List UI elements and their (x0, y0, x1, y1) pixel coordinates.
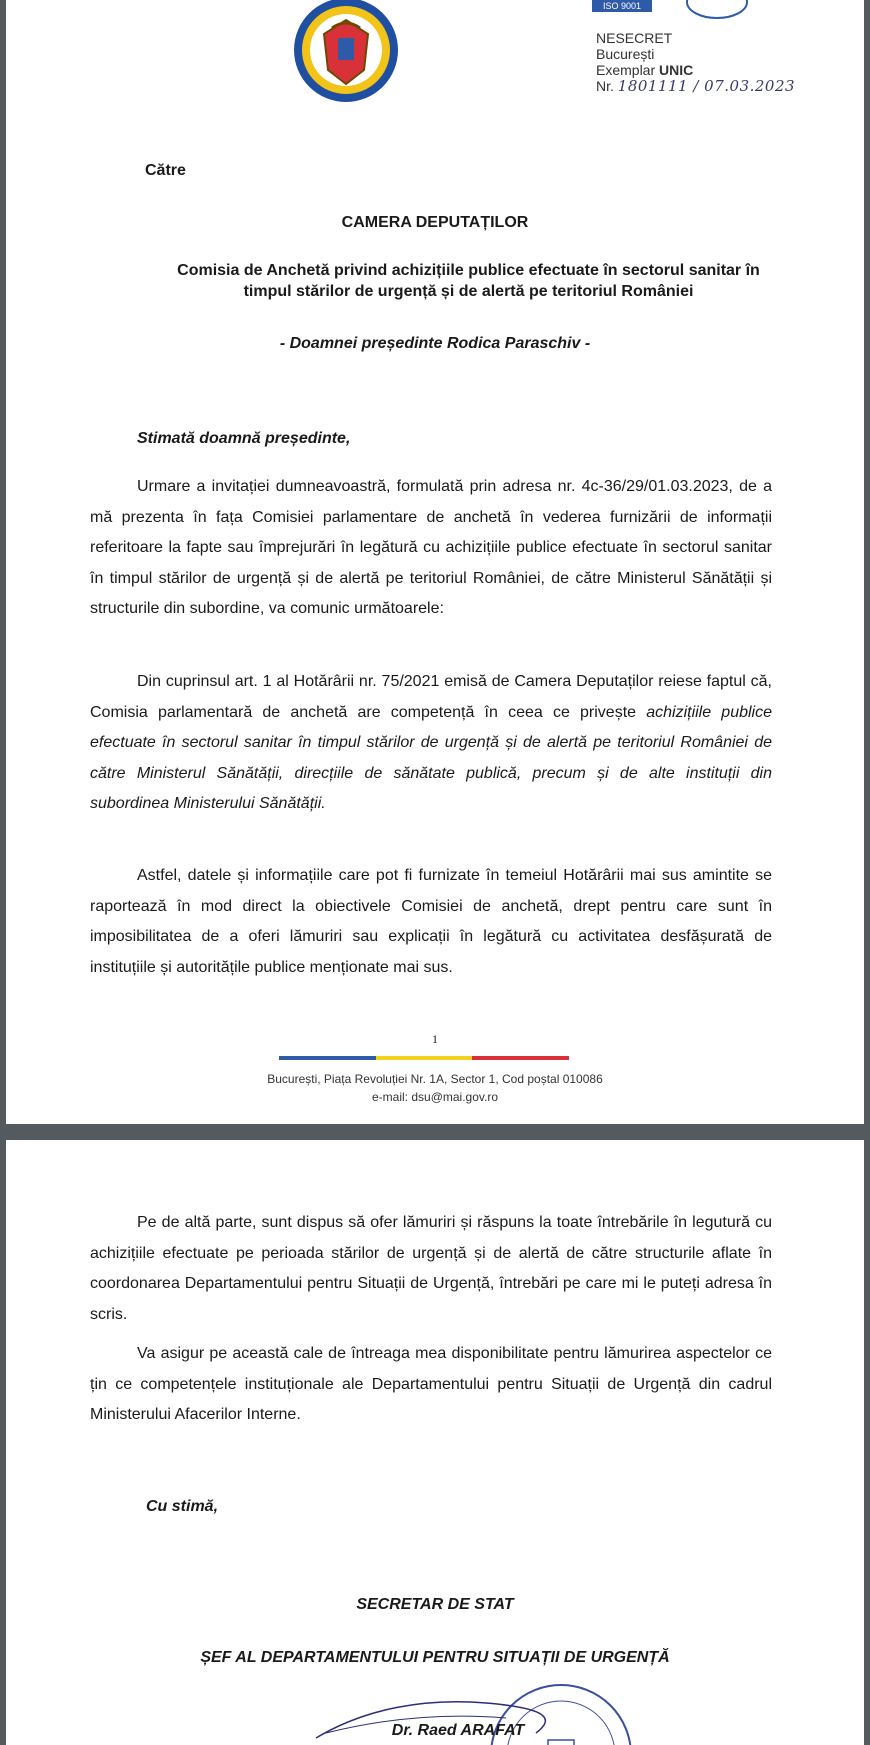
paragraph-5: Va asigur pe această cale de întreaga mea disponibilitate pentru lămurirea aspectelor ce țin ce competențele instituționale ale Departamentului pentru Situații de Urgență din cadrul Ministerului Afacerilor Interne. (90, 1345, 772, 1423)
document-page-2 (6, 1140, 864, 1745)
paragraph-3: Astfel, datele și informațiile care pot fi furnizate în temeiul Hotărârii mai sus amintite se raportează în mod direct la obiectivele Comisiei de anchetă, drept pentru care sunt în imposibilitatea de a oferi lămuriri sau explicații în legătură cu activitatea desfășurată de instituțiile și autoritățile publice menționate mai sus. (90, 867, 772, 976)
document-registration-block (596, 30, 795, 94)
addressee-institution: CAMERA DEPUTAȚILOR (341, 214, 529, 231)
footer-address: București, Piața Revoluției Nr. 1A, Sector 1, Cod poștal 010086 (267, 1072, 603, 1086)
paragraph-1: Urmare a invitației dumneavoastră, formulată prin adresa nr. 4c-36/29/01.03.2023, de a mă prezenta în fața Comisiei parlamentare de anchetă în vederea furnizării de informații referitoare la fapte sau împrejurări în legătură cu achizițiile publice efectuate în sectorul sanitar în timpul stărilor de urgență și de alertă pe teritoriul României, de către Ministerul Sănătății și structurile din subordine, va comunic următoarele: (90, 478, 772, 617)
addressee-person: - Doamnei președinte Rodica Paraschiv - (279, 335, 591, 352)
footer-email: e-mail: dsu@mai.gov.ro (372, 1090, 498, 1104)
signatory-name: Dr. Raed ARAFAT (391, 1722, 525, 1739)
certification-seal-icon (684, 0, 750, 20)
paragraph-4: Pe de altă parte, sunt dispus să ofer lămuriri și răspuns la toate întrebările în legutură cu achizițiile efectuate pe perioada stărilor de urgență și de alertă de către structurile aflate în coordonarea Departamentului pentru Situații de Urgență, întrebări pe care mi le puteți adresa în scris. (90, 1214, 772, 1323)
classification-label: NESECRET (596, 30, 673, 46)
paragraph-2: Din cuprinsul art. 1 al Hotărârii nr. 75/2021 emisă de Camera Deputaților reiese faptul că, Comisia parlamentară de anchetă are competență în ceea ce privește achizițiile publice efectuate în sectorul sanitar în timpul stărilor de urgență și de alertă pe teritoriul României de către Ministerul Sănătății, direcțiile de sănătate publică, precum și de alte instituții din subordinea Ministerului Sănătății. (90, 673, 773, 812)
footer-contact (6, 1070, 864, 1106)
coat-of-arms-logo (288, 0, 404, 104)
salutation: Stimată doamnă președinte, (137, 430, 351, 447)
page-number: 1 (432, 1032, 438, 1046)
handwritten-number: 1801111 / 07.03.2023 (617, 77, 796, 95)
copy-label: Exemplar UNIC (596, 62, 694, 78)
paragraph-2-quote: achizițiile publice efectuate în sectorul sanitar în timpul stărilor de urgență și de alertă pe teritoriul României de către Ministerul Sănătății, direcțiile de sănătate publică, precum și de alte instituții din subordinea Ministerului Sănătății. (90, 703, 773, 812)
iso-badge: ISO 9001 (592, 0, 652, 12)
tricolor-divider (279, 1056, 569, 1060)
addressee-to: Către (145, 162, 186, 179)
signatory-function: ȘEF AL DEPARTAMENTULUI PENTRU SITUAȚII DE URGENȚĂ (200, 1649, 670, 1666)
registration-number: Nr. 1801111 / 07.03.2023 (596, 77, 796, 95)
addressee-commission: Comisia de Anchetă privind achizițiile publice efectuate în sectorul sanitar în timpul stărilor de urgență și de alertă pe teritoriul României (177, 262, 760, 300)
signatory-title: SECRETAR DE STAT (356, 1596, 514, 1613)
document-page-1 (6, 0, 864, 1124)
city-label: București (596, 46, 655, 62)
closing-formula: Cu stimă, (146, 1498, 219, 1515)
